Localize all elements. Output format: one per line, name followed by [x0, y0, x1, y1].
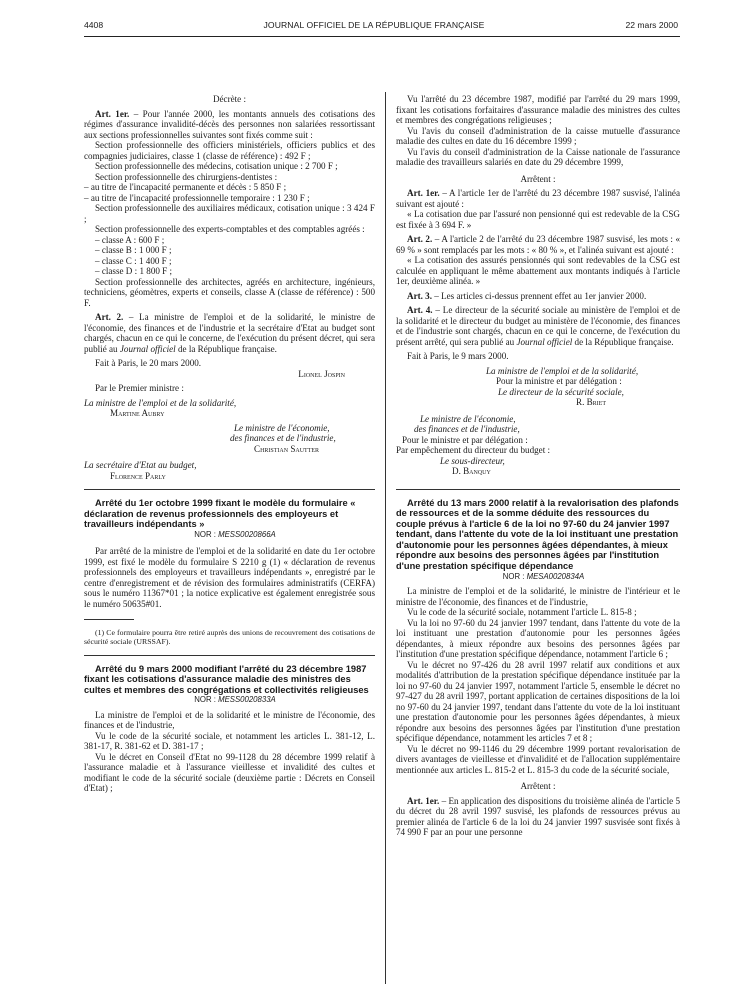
sig-r2-line1: Le ministre de l'économie,: [420, 413, 516, 424]
arrete-13-mars-p1: La ministre de l'emploi et de la solidarité, le ministre de l'intérieur et le ministre de l'économie, des finances et de l'industrie,: [396, 586, 680, 607]
signature-banquy: D. Banquy: [452, 466, 491, 476]
section-experts: Section professionnelle des experts-comptables et des comptables agréés :: [95, 224, 365, 234]
right-column: [396, 94, 680, 838]
article-r4-text: – Le directeur de la sécurité sociale au ministère de l'emploi et de la solidarité et le directeur du budget au ministère de l'économie, des finances et de l'industrie sont chargés, chacun en ce qui le concerne, de l'exécution du présent arrêté, qui sera publié au: [396, 305, 681, 347]
article-r4-end: de la République française.: [572, 336, 674, 347]
column-divider: [385, 92, 386, 984]
article-2-text: – La ministre de l'emploi et de la solidarité, le ministre de l'économie, des finances et de l'industrie et la secrétaire d'Etat au budget sont chargés, chacun en ce qui le concerne, de l'exécution du présent décret, qui sera publié au: [84, 312, 376, 354]
signature-sautter: Christian Sautter: [254, 443, 320, 454]
ministre-emploi-title: La ministre de l'emploi et de la solidarité,: [84, 397, 237, 408]
article-r2-text: – A l'article 2 de l'arrêté du 23 décembre 1987 susvisé, les mots : « 69 % » sont remplacés par les mots : « 80 % », et l'alinéa suivant est ajouté :: [396, 234, 681, 255]
footnote: (1) Ce formulaire pourra être retiré auprès des unions de recouvrement des cotisations de sécurité sociale (URSSAF).: [84, 628, 375, 647]
section-officiers: Section professionnelle des officiers ministériels, officiers publics et des compagnies judiciaires, classe 1 (classe de référence) : 492 F ;: [84, 140, 375, 161]
nor-3: [396, 572, 680, 583]
arrete-13-mars-p2: Vu le code de la sécurité sociale, notamment l'article L. 815-8 ;: [407, 607, 637, 618]
article-r2-label: Art. 2.: [407, 234, 433, 244]
article-2-end: de la République française.: [175, 343, 277, 354]
article-r2: [396, 234, 680, 255]
ministre-eco-title-1: Le ministre de l'économie,: [234, 422, 330, 433]
journal-officiel-ref-r: Journal officiel: [516, 336, 573, 347]
sig-r2-line5: Le sous-directeur,: [440, 455, 505, 466]
article-r3-label: Art. 3.: [407, 290, 432, 301]
article-2: [84, 312, 375, 354]
experts-classe-d: – classe D : 1 800 F ;: [95, 266, 173, 276]
section-dentistes: Section professionnelle des chirurgiens-dentistes :: [95, 171, 278, 182]
article-r1: [396, 188, 680, 209]
fait-a-paris-r: Fait à Paris, le 9 mars 2000.: [407, 351, 509, 361]
arrete-9-mars-p2: Vu le code de la sécurité sociale, et notamment les articles L. 381-12, L. 381-17, R. 381-62 et D. 381-17 ;: [84, 730, 375, 752]
article-r1-quote: « La cotisation due par l'assuré non pensionné qui est redevable de la CSG est fixée à 3 694 F. »: [396, 209, 680, 230]
section-auxiliaires: Section professionnelle des auxiliaires médicaux, cotisation unique : 3 424 F ;: [84, 203, 375, 224]
separator-3: [396, 489, 680, 490]
sig-r1-line1: La ministre de l'emploi et de la solidarité,: [486, 365, 639, 376]
signature-briet: R. Briet: [576, 397, 607, 407]
arrete-13-mars-p3: Vu la loi no 97-60 du 24 janvier 1997 tendant, dans l'attente du vote de la loi instituant une prestation d'autonomie pour les personnes âgées dépendantes, à mieux répondre aux besoins des personnes âgées par l'institution d'une prestation spécifique dépendance, notamment l'article 6 ;: [396, 617, 680, 660]
arrete-9-mars-title: Arrêté du 9 mars 2000 modifiant l'arrêté du 23 décembre 1987 fixant les cotisations d'assurance maladie des ministres des cultes et membres des congrégations et collectivités religieuses: [84, 663, 369, 695]
vu-arrete-1987: Vu l'arrêté du 23 décembre 1987, modifié par l'arrêté du 29 mars 1999, fixant les cotisations forfaitaires d'assurance maladie des ministres des cultes et membres des congrégations religieuses ;: [396, 94, 680, 125]
separator-2: [84, 655, 375, 656]
article-r3-text: – Les articles ci-dessus prennent effet au 1er janvier 2000.: [432, 290, 647, 301]
decrete-heading: Décrète :: [212, 94, 247, 104]
article-b1: [396, 796, 680, 838]
article-r4-label: Art. 4.: [407, 305, 433, 315]
header-rule: [84, 36, 680, 37]
separator-1: [84, 489, 375, 490]
experts-classe-c: – classe C : 1 400 F ;: [95, 255, 172, 266]
footnote-rule: [84, 619, 134, 620]
article-1-label: Art. 1er.: [95, 108, 130, 119]
arrete-9-mars-p1: La ministre de l'emploi et de la solidarité et le ministre de l'économie, des finances et de l'industrie,: [84, 709, 375, 731]
experts-classe-b: – classe B : 1 000 F ;: [95, 245, 172, 255]
page-number: 4408: [84, 20, 104, 30]
article-b1-text: – En application des dispositions du troisième alinéa de l'article 5 du décret du 28 avril 1997 susvisé, les plafonds de ressources prévus au premier alinéa de l'article 6 de la loi du 24 janvier 1997 susvisée sont fixés à 74 990 F par an pour une personne: [396, 795, 680, 838]
experts-classe-a: – classe A : 600 F ;: [95, 234, 165, 245]
journal-officiel-ref: Journal officiel: [119, 343, 176, 354]
sig-r1-line2: Pour la ministre et par délégation :: [496, 376, 622, 386]
arretent-heading-2: Arrêtent :: [520, 781, 556, 792]
fait-a-paris: Fait à Paris, le 20 mars 2000.: [95, 358, 202, 368]
section-medecins: Section professionnelle des médecins, cotisation unique : 2 700 F ;: [95, 161, 338, 171]
article-r4: [396, 305, 680, 347]
arretent-heading: Arrêtent :: [520, 173, 556, 184]
article-1: [84, 109, 375, 141]
ministre-eco-title-2: des finances et de l'industrie,: [230, 433, 336, 443]
article-r3: [396, 291, 680, 302]
page-header: [0, 20, 748, 34]
section-architectes: Section professionnelle des architectes, agréés en architecture, ingénieurs, techniciens, géomètres, experts et conseils, classe A (classe de référence) : 500 F.: [84, 276, 375, 308]
article-r1-label: Art. 1er.: [407, 188, 440, 198]
nor-2-code: MESS0020833A: [218, 695, 276, 705]
arrete-13-mars-p5: Vu le décret no 99-1146 du 29 décembre 1999 portant revalorisation de divers avantages de vieillesse et d'invalidité et de l'allocation supplémentaire mentionnée aux articles L. 815-2 et L. 815-3 du code de la sécurité sociale,: [396, 743, 680, 775]
arrete-9-mars-p3: Vu le décret en Conseil d'Etat no 99-1128 du 28 décembre 1999 relatif à l'assurance maladie et à l'assurance vieillesse et invalidité des cultes et modifiant le code de la sécurité sociale (deuxième partie : Décrets en Conseil d'Etat) ;: [84, 751, 375, 794]
arrete-1-octobre-title: Arrêté du 1er octobre 1999 fixant le modèle du formulaire « déclaration de revenus professionnels des employeurs et travailleurs indépendants »: [84, 498, 356, 530]
par-premier-ministre: Par le Premier ministre :: [95, 383, 184, 393]
sig-r2-line2: des finances et de l'industrie,: [414, 424, 520, 434]
journal-title: JOURNAL OFFICIEL DE LA RÉPUBLIQUE FRANÇAISE: [263, 20, 485, 30]
vu-avis-caisse-mutuelle: Vu l'avis du conseil d'administration de la caisse mutuelle d'assurance maladie des cultes en date du 16 décembre 1999 ;: [396, 125, 680, 146]
secretaire-etat-title: La secrétaire d'Etat au budget,: [84, 460, 197, 470]
article-r2-quote: « La cotisation des assurés pensionnés qui sont redevables de la CSG est calculée en appliquant le même abattement aux montants indiqués à l'article 1er, deuxième alinéa. »: [396, 255, 680, 286]
signature-parly: Florence Parly: [110, 470, 166, 481]
article-b1-label: Art. 1er.: [407, 795, 440, 806]
arrete-13-mars-p4: Vu le décret no 97-426 du 28 avril 1997 relatif aux conditions et aux modalités d'attribution de la prestation spécifique dépendance instituée par la loi no 97-60 du 24 janvier 1997, notamment l'article 5, ensemble le décret no 97-427 du 28 avril 1997, portant application de certaines dispositions de la loi no 97-60 du 24 janvier 1997, tendant dans l'attente du vote de la loi instituant une prestation d'autonomie pour les personnes âgées dépendantes, à mieux répondre aux besoins des personnes âgées par l'institution d'une prestation spécifique dépendance, notamment les articles 7 et 8 ;: [396, 659, 680, 744]
article-2-label: Art. 2.: [95, 312, 124, 322]
signature-aubry: Martine Aubry: [110, 408, 165, 418]
signature-jospin: Lionel Jospin: [298, 368, 345, 379]
sig-r1-line3: Le directeur de la sécurité sociale,: [498, 386, 624, 397]
dentistes-item-b: – au titre de l'incapacité professionnelle temporaire : 1 230 F ;: [84, 192, 310, 203]
nor-3-label: NOR :: [502, 571, 527, 581]
nor-1-code: MESS0020866A: [218, 529, 276, 539]
nor-1: [84, 530, 375, 541]
article-1-text: – Pour l'année 2000, les montants annuels des cotisations des régimes d'assurance invalidité-décès des personnes non salariées ressortissant aux sections professionnelles suivantes sont fixés comme suit :: [84, 108, 375, 140]
article-r1-text: – A l'article 1er de l'arrêté du 23 décembre 1987 susvisé, l'alinéa suivant est ajouté :: [396, 188, 680, 209]
sig-r2-line4: Par empêchement du directeur du budget :: [396, 445, 551, 455]
arrete-1-body: Par arrêté de la ministre de l'emploi et de la solidarité en date du 1er octobre 1999, est fixé le modèle du formulaire S 2210 g (1) « déclaration de revenus professionnels des employeurs et travailleurs indépendants », enregistré par le centre d'enregistrement et de révision des formulaires administratifs (CERFA) sous le numéro 11367*01 ; la notice explicative est également enregistrée sous le numéro 50635#01.: [84, 546, 375, 609]
dentistes-item-a: – au titre de l'incapacité permanente et décès : 5 850 F ;: [84, 182, 287, 192]
arrete-13-mars-title: Arrêté du 13 mars 2000 relatif à la revalorisation des plafonds de ressources et de la somme déduite des ressources du couple prévus à l'article 6 de la loi no 97-60 du 24 janvier 1997 tendant, dans l'attente du vote de la loi instituant une prestation d'autonomie pour les personnes âgées dépendantes, à mieux répondre aux besoins des personnes âgées par l'institution d'une prestation spécifique dépendance: [396, 497, 679, 572]
nor-2-label: NOR :: [194, 695, 219, 705]
nor-3-code: MESA0020834A: [526, 571, 585, 581]
vu-avis-caisse-nationale: Vu l'avis du conseil d'administration de la Caisse nationale de l'assurance maladie des travailleurs salariés en date du 29 décembre 1999,: [396, 146, 680, 167]
nor-2: [84, 695, 375, 706]
issue-date: 22 mars 2000: [625, 20, 678, 30]
left-column: [84, 94, 375, 794]
sig-r2-line3: Pour le ministre et par délégation :: [402, 434, 528, 445]
nor-1-label: NOR :: [194, 529, 219, 539]
